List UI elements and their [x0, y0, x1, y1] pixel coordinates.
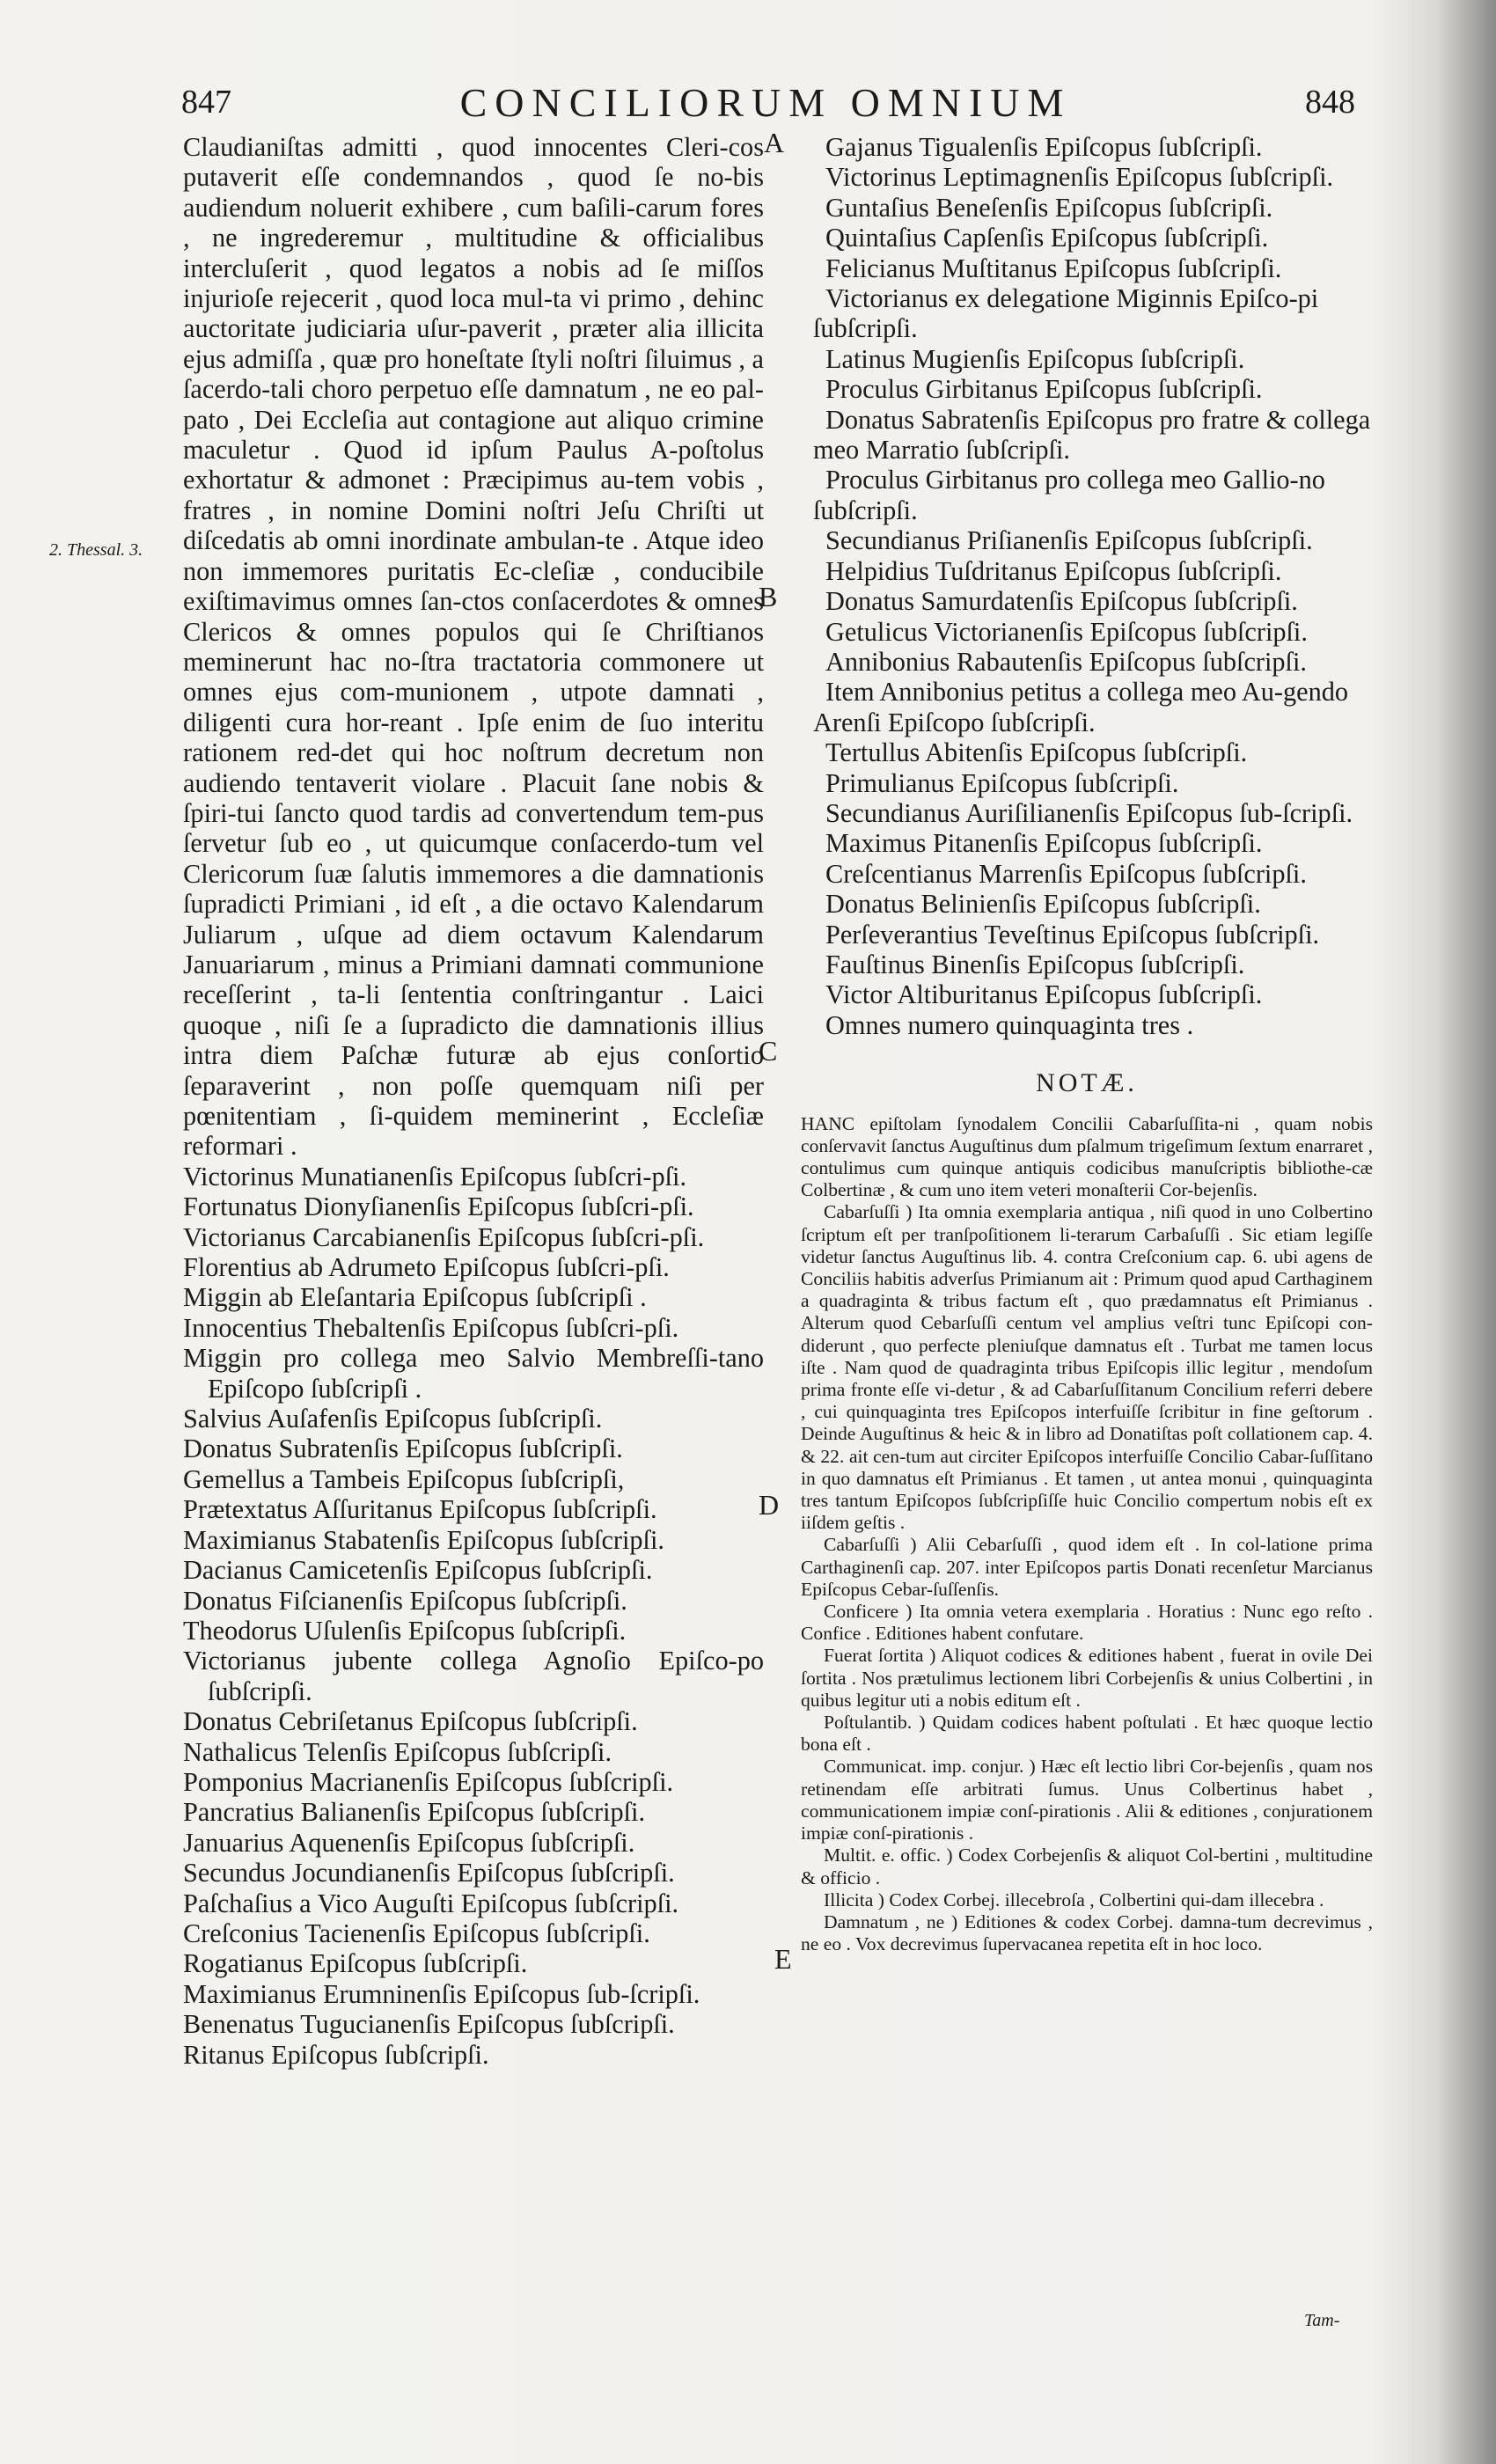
signature-line: Pomponius Macrianenſis Epiſcopus ſubſcripſi.	[183, 1766, 674, 1797]
signature-line: Creſconius Tacienenſis Epiſcopus ſubſcripſi.	[183, 1918, 650, 1948]
synodal-letter-text: Claudianiſtas admitti , quod innocentes Cleri-cos putaverit eſſe condemnandos , quod ſe no-bis audiendum noluerit exhibere , cum baſili-carum fores , ne ingrederemur , multitudine & officialibus intercluſerit , quod legatos a nobis ad ſe miſſos injurioſe rejecerit , quod loca mul-ta vi primo , dehinc auctoritate judiciaria uſur-paverit , præter alia illicita ejus admiſſa , quæ pro honeſtate ſtyli noſtri ſiluimus , a ſacerdo-tali choro perpetuo eſſe damnatum , ne eo pal-pato , Dei Eccleſia aut contagione aut aliquo crimine maculetur . Quod id ipſum Paulus A-poſtolus exhortatur & admonet : Præcipimus au-tem vobis , fratres , in nomine Domini noſtri Jeſu Chriſti ut diſcedatis ab omni inordinate ambulan-te . Atque ideo non immemores puritatis Ec-cleſiæ , conducibile exiſtimavimus omnes ſan-ctos conſacerdotes & omnes Clericos & omnes populos qui ſe Chriſtianos meminerunt hac no-ſtra tractatoria commonere ut omnes ejus com-munionem , utpote damnati , diligenti cura hor-reant . Ipſe enim de ſuo interitu rationem red-det qui hoc noſtrum decretum non audiendo tentaverit violare . Placuit ſane nobis & ſpiri-tui ſancto quod tardis ad convertendum tem-pus ſervetur ſub eo , ut quicumque conſacerdo-tum vel Clericorum ſuæ ſalutis immemores a die damnationis ſupradicti Primiani , id eſt , a die octavo Kalendarum Juliarum , uſque ad diem octavum Kalendarum Januariarum , minus a Primiani damnati communione receſſerint , ta-li ſententia conſtringantur . Laici quoque , niſi ſe a ſupradicto die damnationis illius intra diem Paſchæ futuræ ab ejus conſortio ſeparaverint , non poſſe quemquam niſi per pœnitentiam , ſi-quidem meminerint , Eccleſiæ reformari .	[183, 132, 764, 1162]
page-header	[176, 79, 1355, 132]
running-title: CONCILIORUM OMNIUM	[459, 80, 1072, 125]
signature-line: Secundianus Auriſilianenſis Epiſcopus ſub-ſcripſi.	[825, 797, 1353, 828]
signature-line: Donatus Cebriſetanus Epiſcopus ſubſcripſi.	[183, 1706, 638, 1737]
catchword: Tam-	[1304, 2311, 1340, 2330]
signature-line: Victorianus jubente collega Agnoſio Epiſco-po ſubſcripſi.	[183, 1646, 764, 1706]
signature-line: Felicianus Muſtitanus Epiſcopus ſubſcripſi.	[825, 253, 1282, 283]
right-column	[801, 132, 1373, 1955]
signature-line: Latinus Mugienſis Epiſcopus ſubſcripſi.	[825, 343, 1245, 374]
note-entry: Cabarſuſſi ) Alii Cebarſuſſi , quod idem eſt . In col-latione prima Carthaginenſi cap. 207. inter Epiſcopos partis Donati recenſetur Marcianus Epiſcopus Cebar-ſuſſenſis.	[801, 1534, 1373, 1600]
signature-line: Maximus Pitanenſis Epiſcopus ſubſcripſi.	[825, 828, 1263, 859]
note-entry: Cabarſuſſi ) Ita omnia exemplaria antiqua , niſi quod in uno Colbertino ſcriptum eſt per tranſpoſitionem li-terarum Carbaſuſſi . Sic etiam legiſſe videtur ſanctus Auguſtinus lib. 4. contra Creſconium cap. 6. ubi agens de Conciliis habitis adverſus Primianum ait : Primum quod apud Carthaginem a quadraginta & tribus factum eſt , quo prædamnatus eſt Primianus . Alterum quod Cebarſuſſi centum vel amplius veſtri tunc Epiſcopi con-diderunt , quo perfecte pleniuſque damnatus eſt . Turbat me tamen locus iſte . Nam quod de quadraginta tribus Epiſcopis illic legitur , mendoſum prima fronte eſſe vi-detur , & ad Cabarſuſſitanum Concilium referri debere , cui quinquaginta tres Epiſcopos interfuiſſe ſcribitur in fine geſtorum . Deinde Auguſtinus & heic & in libro ad Donatiſtas poſt collationem cap. 4. & 22. ait cen-tum aut circiter Epiſcopos interfuiſſe Concilio Cabar-ſuſſitano in quo damnatus eſt Primianus . Et tamen , ut antea monui , quinquaginta tres tantum Epiſcopos ſubſcripſiſſe huic Concilio compertum nobis eſt ex iiſdem geſtis .	[801, 1201, 1373, 1534]
note-entry: Damnatum , ne ) Editiones & codex Corbej. damna-tum decrevimus , ne eo . Vox decrevimus ſupervacanea repetita eſt in hoc loco.	[801, 1910, 1373, 1955]
signature-line: Fauſtinus Binenſis Epiſcopus ſubſcripſi.	[825, 949, 1245, 979]
signature-line: Maximianus Erumninenſis Epiſcopus ſub-ſcripſi.	[183, 1978, 700, 2009]
signature-line: Perſeverantius Teveſtinus Epiſcopus ſubſcripſi.	[825, 919, 1320, 950]
signature-line: Donatus Subratenſis Epiſcopus ſubſcripſi.	[183, 1434, 623, 1464]
note-entry: Multit. e. offic. ) Codex Corbejenſis & aliquot Col-bertini , multitudine & officio .	[801, 1844, 1373, 1888]
signature-line: Proculus Girbitanus Epiſcopus ſubſcripſi.	[825, 374, 1263, 405]
signature-line: Annibonius Rabautenſis Epiſcopus ſubſcripſi.	[825, 646, 1307, 677]
signature-line: Maximianus Stabatenſis Epiſcopus ſubſcripſi.	[183, 1524, 664, 1555]
signature-line: Fortunatus Dionyſianenſis Epiſcopus ſubſcri-pſi.	[183, 1192, 694, 1222]
page-number-right: 848	[1305, 84, 1355, 121]
section-marker-d: D	[759, 1489, 780, 1521]
signature-line: Victorianus Carcabianenſis Epiſcopus ſubſcri-pſi.	[183, 1221, 705, 1252]
right-signature-list	[801, 132, 1373, 1010]
signature-line: Primulianus Epiſcopus ſubſcripſi.	[825, 767, 1179, 798]
signature-line: Prætextatus Aſſuritanus Epiſcopus ſubſcripſi.	[183, 1494, 657, 1525]
section-marker-c: C	[759, 1035, 778, 1067]
note-entry: Fuerat ſortita ) Aliquot codices & editiones habent , fuerat in ovile Dei ſortita . Nos prætulimus lectionem libri Corbejenſis & unius Colbertini , in quibus legitur uti a nobis editum eſt .	[801, 1645, 1373, 1711]
signature-line: Victor Altiburitanus Epiſcopus ſubſcripſi.	[825, 979, 1263, 1010]
signature-line: Miggin pro collega meo Salvio Membreſſi-tano Epiſcopo ſubſcripſi .	[183, 1343, 764, 1404]
signature-line: Donatus Samurdatenſis Epiſcopus ſubſcripſi.	[825, 586, 1298, 617]
signature-line: Victorinus Leptimagnenſis Epiſcopus ſubſcripſi.	[825, 162, 1334, 193]
notes-section	[801, 1113, 1373, 1956]
signature-line: Ritanus Epiſcopus ſubſcripſi.	[183, 2039, 489, 2070]
signature-line: Benenatus Tugucianenſis Epiſcopus ſubſcripſi.	[183, 2009, 675, 2040]
note-entry: Conficere ) Ita omnia vetera exemplaria . Horatius : Nunc ego reſto . Confice . Editiones habent confutare.	[801, 1601, 1373, 1645]
note-entry: Communicat. imp. conjur. ) Hæc eſt lectio libri Cor-bejenſis , quam nos retinendam eſſe arbitrati ſumus. Unus Colbertinus habet , communicationem impiæ conſ-pirationis . Alii & editiones , conjurationem impiæ conſ-pirationis .	[801, 1756, 1373, 1844]
signature-line: Januarius Aquenenſis Epiſcopus ſubſcripſi.	[183, 1827, 635, 1858]
signature-line: Secundianus Priſianenſis Epiſcopus ſubſcripſi.	[825, 525, 1313, 556]
signature-line: Item Annibonius petitus a collega meo Au-gendo Arenſi Epiſcopo ſubſcripſi.	[813, 677, 1349, 737]
signature-line: Victorianus ex delegatione Miginnis Epiſco-pi ſubſcripſi.	[813, 283, 1319, 344]
note-entry: Illicita ) Codex Corbej. illecebroſa , Colbertini qui-dam illecebra .	[824, 1888, 1324, 1910]
signature-line: Salvius Auſafenſis Epiſcopus ſubſcripſi.	[183, 1404, 603, 1434]
signature-line: Florentius ab Adrumeto Epiſcopus ſubſcri-pſi.	[183, 1252, 670, 1283]
notes-heading: NOTÆ.	[1036, 1068, 1138, 1098]
signature-line: Donatus Belinienſis Epiſcopus ſubſcripſi.	[825, 889, 1261, 920]
signature-line: Miggin ab Eleſantaria Epiſcopus ſubſcripſi .	[183, 1282, 647, 1313]
signature-line: Creſcentianus Marrenſis Epiſcopus ſubſcripſi.	[825, 858, 1307, 889]
note-entry: Poſtulantib. ) Quidam codices habent poſtulati . Et hæc quoque lectio bona eſt .	[801, 1712, 1373, 1756]
signature-line: Rogatianus Epiſcopus ſubſcripſi.	[183, 1948, 528, 1979]
section-marker-a: A	[764, 127, 785, 158]
signature-line: Tertullus Abitenſis Epiſcopus ſubſcripſi.	[825, 737, 1248, 768]
left-signature-list	[183, 1162, 764, 2070]
notes-intro: HANC epiſtolam ſynodalem Concilii Cabarſuſſita-ni , quam nobis conſervavit ſanctus Auguſtinus dum pſalmum trigeſimum ſextum enarraret , contulimus cum quinque antiquis codicibus manuſcriptis bibliothe-cæ Colbertinæ , & cum uno item veteri monaſterii Cor-bejenſis.	[801, 1112, 1373, 1201]
signature-line: Gemellus a Tambeis Epiſcopus ſubſcripſi,	[183, 1463, 625, 1494]
section-marker-b: B	[759, 581, 778, 612]
signature-line: Pancratius Balianenſis Epiſcopus ſubſcripſi.	[183, 1797, 646, 1828]
signature-total: Omnes numero quinquaginta tres .	[825, 1009, 1194, 1040]
signature-line: Getulicus Victorianenſis Epiſcopus ſubſcripſi.	[825, 616, 1308, 647]
signature-line: Proculus Girbitanus pro collega meo Gallio-no ſubſcripſi.	[813, 465, 1325, 525]
signature-line: Nathalicus Telenſis Epiſcopus ſubſcripſi.	[183, 1736, 612, 1767]
left-column	[183, 132, 764, 2070]
signature-line: Theodorus Uſulenſis Epiſcopus ſubſcripſi.	[183, 1615, 627, 1646]
signature-line: Quintaſius Capſenſis Epiſcopus ſubſcripſi.	[825, 223, 1269, 253]
signature-line: Secundus Jocundianenſis Epiſcopus ſubſcripſi.	[183, 1858, 675, 1888]
margin-note: 2. Thessal. 3.	[49, 540, 143, 560]
signature-line: Victorinus Munatianenſis Epiſcopus ſubſcri-pſi.	[183, 1161, 687, 1192]
signature-line: Gajanus Tigualenſis Epiſcopus ſubſcripſi.	[825, 132, 1263, 162]
signature-line: Donatus Sabratenſis Epiſcopus pro fratre & collega meo Marratio ſubſcripſi.	[813, 404, 1371, 466]
page-number-left: 847	[181, 84, 231, 121]
signature-line: Innocentius Thebaltenſis Epiſcopus ſubſcri-pſi.	[183, 1312, 679, 1343]
signature-line: Donatus Fiſcianenſis Epiſcopus ſubſcripſi.	[183, 1585, 627, 1616]
signature-line: Dacianus Camicetenſis Epiſcopus ſubſcripſi.	[183, 1555, 653, 1586]
signature-line: Paſchaſius a Vico Auguſti Epiſcopus ſubſcripſi.	[183, 1888, 679, 1918]
section-marker-e: E	[774, 1943, 792, 1975]
signature-line: Helpidius Tuſdritanus Epiſcopus ſubſcripſi.	[825, 555, 1282, 586]
signature-line: Guntaſius Beneſenſis Epiſcopus ſubſcripſi.	[825, 192, 1273, 223]
